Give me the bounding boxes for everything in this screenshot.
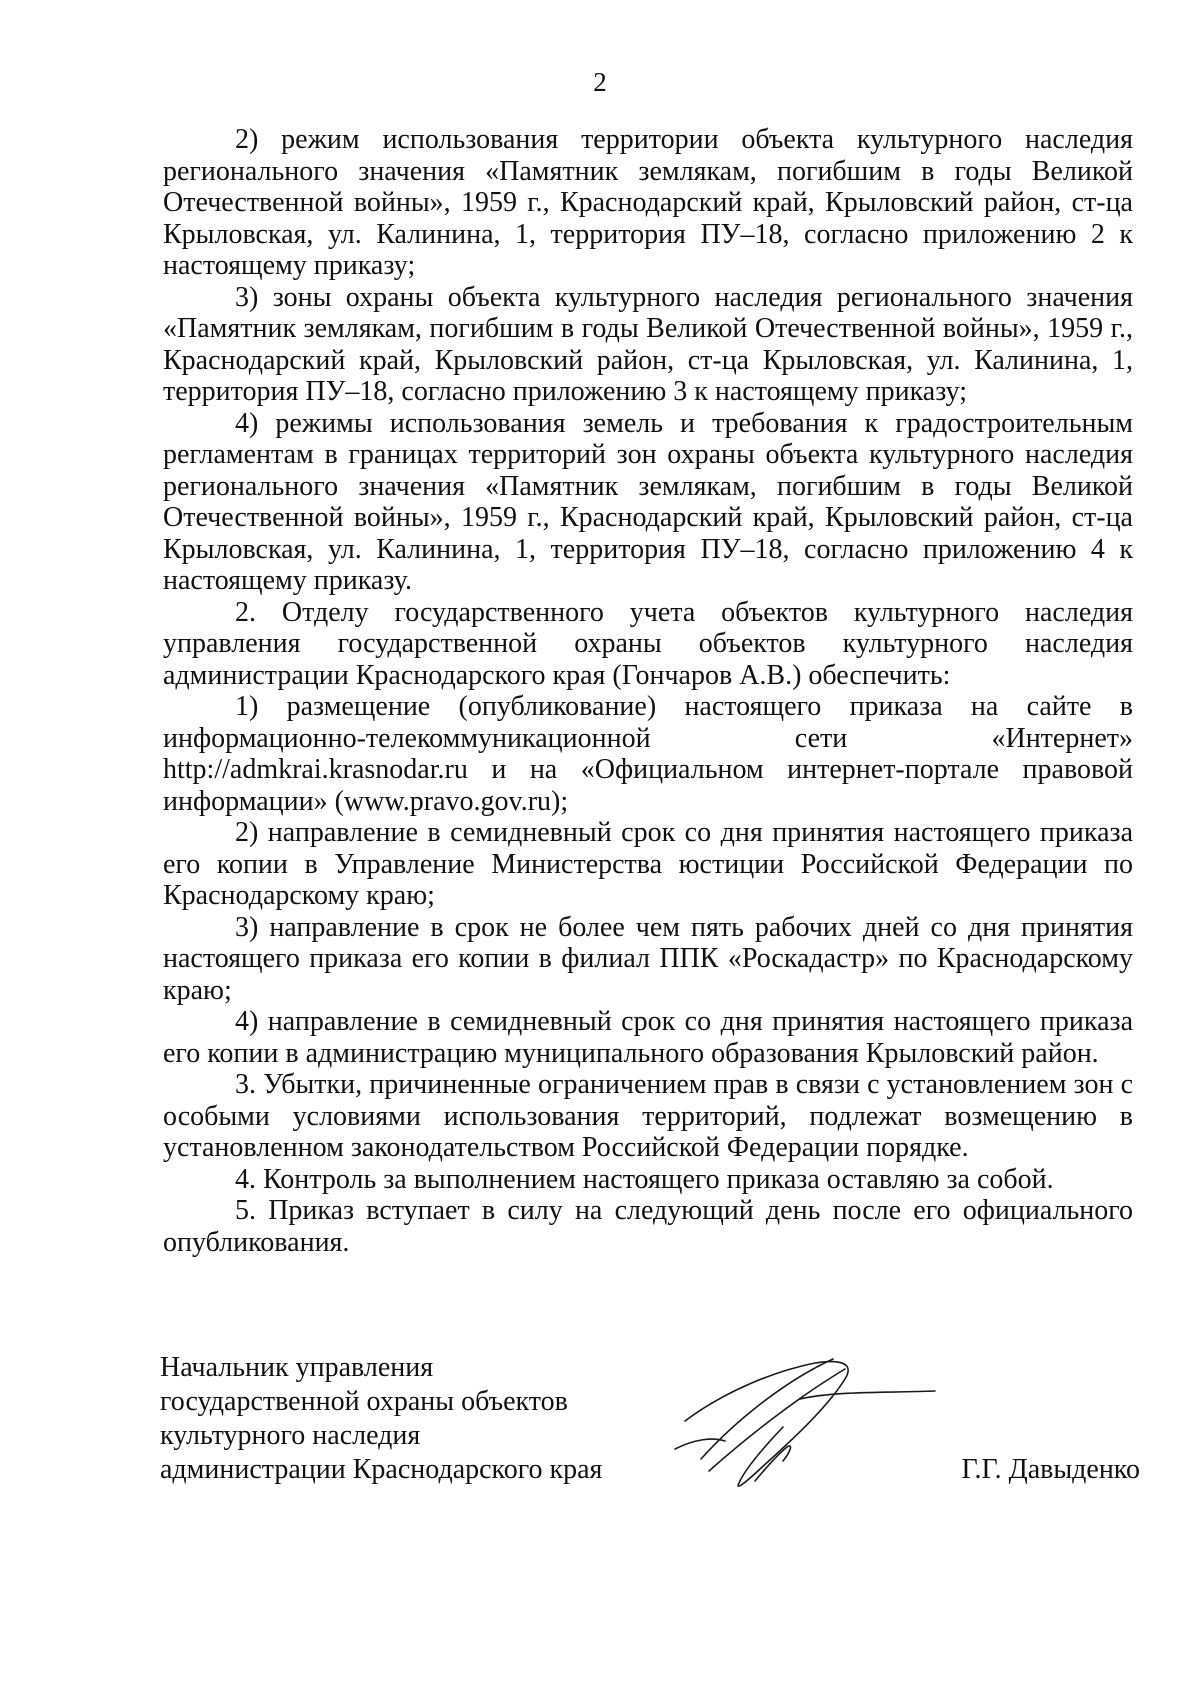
paragraph-ministry-justice: 2) направление в семидневный срок со дня принятия настоящего приказа его копии в Управление Министерства юстиции Российской Федерации по Краснодарскому краю; [163, 817, 1133, 911]
signatory-position-line: государственной охраны объектов [160, 1386, 568, 1417]
handwritten-signature [665, 1351, 945, 1501]
paragraph-section-5: 5. Приказ вступает в силу на следующий день после его официального опубликования. [163, 1195, 1133, 1258]
signatory-position-line: культурного наследия [160, 1420, 421, 1451]
paragraph-section-4: 4. Контроль за выполнением настоящего приказа оставляю за собой. [235, 1163, 1054, 1195]
paragraph-item-2-regime: 2) режим использования территории объекта культурного наследия регионального значения «Памятник землякам, погибшим в годы Великой Отечественной войны», 1959 г., Краснодарский край, Крыловский район, ст-ца Крыловская, ул. Калинина, 1, территория ПУ–18, согласно приложению 2 к настоящему приказу; [163, 124, 1133, 281]
signatory-position-line: Начальник управления [160, 1352, 434, 1383]
paragraph-municipal: 4) направление в семидневный срок со дня принятия настоящего приказа его копии в администрацию муниципального образования Крыловский район. [163, 1006, 1133, 1069]
signatory-position [160, 1351, 602, 1487]
signatory-position-line: администрации Краснодарского края [160, 1454, 603, 1485]
document-body [163, 124, 1133, 1258]
signatory-name: Г.Г. Давыденко [961, 1454, 1140, 1485]
signature-block [160, 1351, 1140, 1521]
paragraph-section-2: 2. Отделу государственного учета объектов культурного наследия управления государственной охраны объектов культурного наследия администрации Краснодарского края (Гончаров А.В.) обеспечить: [163, 596, 1133, 691]
page-number: 2 [593, 67, 607, 97]
paragraph-roskadastr: 3) направление в срок не более чем пять рабочих дней со дня принятия настоящего приказа его копии в филиал ППК «Роскадастр» по Краснодарскому краю; [163, 911, 1133, 1006]
paragraph-item-3-zones: 3) зоны охраны объекта культурного наследия регионального значения «Памятник землякам, погибшим в годы Великой Отечественной войны», 1959 г., Краснодарский край, Крыловский район, ст-ца Крыловская, ул. Калинина, 1, территория ПУ–18, согласно приложению 3 к настоящему приказу; [163, 281, 1133, 407]
paragraph-item-4-land-use: 4) режимы использования земель и требования к градостроительным регламентам в границах территорий зон охраны объекта культурного наследия регионального значения «Памятник землякам, погибшим в годы Великой Отечественной войны», 1959 г., Краснодарский край, Крыловский район, ст-ца Крыловская, ул. Калинина, 1, территория ПУ–18, согласно приложению 4 к настоящему приказу. [163, 407, 1133, 596]
paragraph-section-3: 3. Убытки, причиненные ограничением прав в связи с установлением зон с особыми условиями использования территорий, подлежат возмещению в установленном законодательством Российской Федерации порядке. [163, 1069, 1133, 1163]
paragraph-publication: 1) размещение (опубликование) настоящего приказа на сайте в информационно-телекоммуникационной сети «Интернет» http://admkrai.krasnodar.ru и на «Официальном интернет-портале правовой информации» (www.pravo.gov.ru); [163, 691, 1133, 817]
